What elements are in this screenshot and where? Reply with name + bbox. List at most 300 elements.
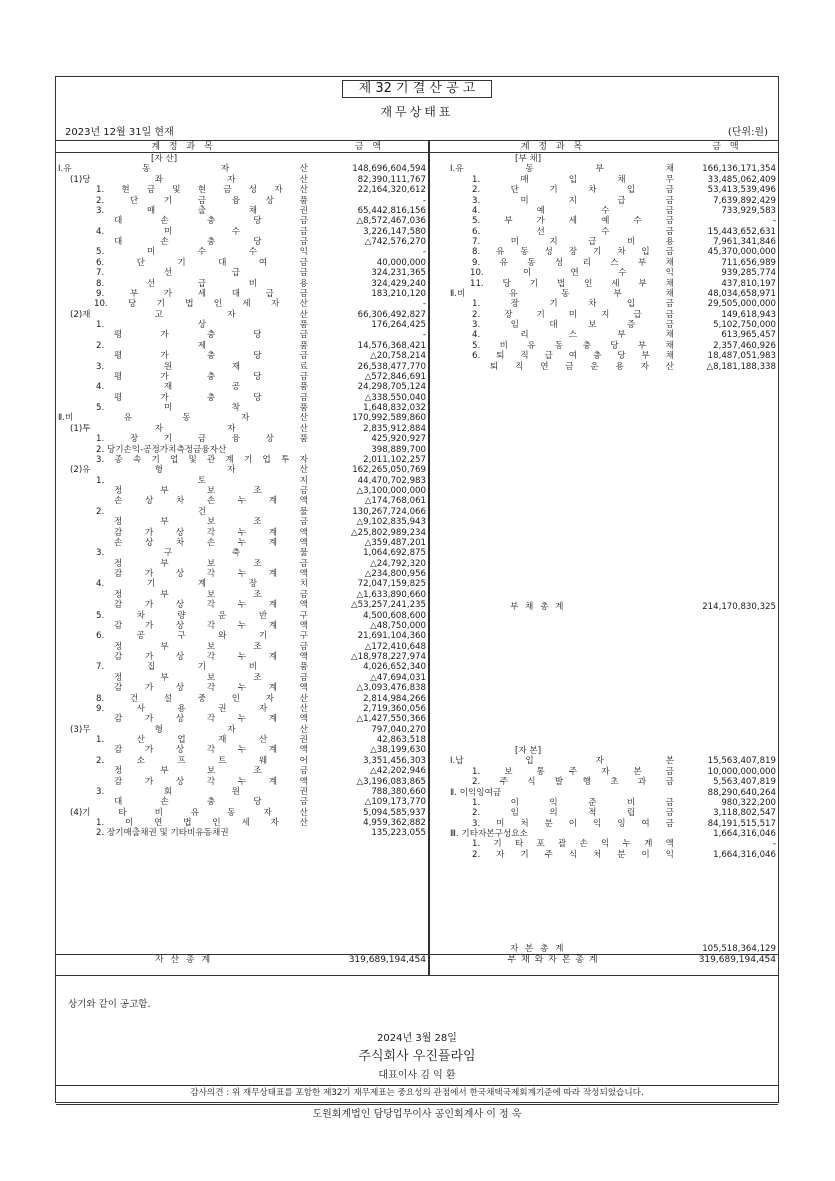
table-row — [430, 839, 778, 849]
account-label: 10. 이 연 수 익 — [470, 268, 674, 279]
table-row — [56, 175, 428, 185]
amount-value: 33,485,062,409 — [707, 174, 776, 185]
statement-title: 재무상태표 — [380, 105, 454, 119]
amount-value: △1,427,550,366 — [356, 714, 426, 725]
amount-value: 22,164,320,612 — [357, 185, 426, 196]
account-label: 8. 건 설 중 인 자 산 — [96, 693, 308, 704]
table-row — [56, 206, 428, 216]
liab-equity-total-row — [430, 954, 778, 965]
table-row — [430, 320, 778, 330]
table-row — [56, 413, 428, 423]
table-row — [430, 330, 778, 340]
account-label: 4. 예 수 금 — [472, 205, 674, 216]
amount-value: △8,572,467,036 — [356, 216, 426, 227]
account-label: 2. 임 의 적 립 금 — [472, 808, 674, 819]
amount-value: 939,285,774 — [721, 268, 776, 279]
ceo-name: 대표이사 김 익 환 — [378, 1070, 456, 1081]
amount-value: 733,929,583 — [721, 205, 776, 216]
account-label: 1. 매 입 채 무 — [472, 174, 674, 185]
account-label: 7. 집 기 비 품 — [96, 662, 308, 673]
table-row — [430, 310, 778, 320]
amount-value: 26,538,477,770 — [357, 361, 426, 372]
table-row — [56, 673, 428, 683]
table-row — [430, 258, 778, 268]
account-label: (2)유 형 자 산 — [70, 465, 308, 476]
amount-value: 29,505,000,000 — [707, 299, 776, 310]
left-header-row — [56, 141, 428, 153]
account-label: 1. 토 지 — [96, 475, 308, 486]
amount-value: - — [772, 839, 776, 850]
account-label: 2. 주 식 발 행 초 과 금 — [472, 777, 674, 788]
table-row — [430, 299, 778, 309]
table-row — [56, 268, 428, 278]
table-row — [430, 788, 778, 798]
account-label: 2. 당기손익-공정가치측정금융자산 — [96, 444, 227, 455]
amount-value: △172,410,648 — [364, 641, 426, 652]
amount-value: 437,810,197 — [721, 278, 776, 289]
account-label: 2. 단 기 금 융 상 품 — [96, 195, 308, 206]
right-account-header: 계 정 과 목 — [520, 142, 586, 152]
amount-value: 2,835,912,884 — [363, 423, 426, 434]
table-row — [56, 299, 428, 309]
amount-value: △234,800,956 — [364, 569, 426, 579]
statement-date: 2023년 12월 31일 현재 — [65, 127, 174, 138]
account-label: 감 가 상 각 누 계 액 — [114, 776, 308, 787]
amount-value: - — [422, 330, 426, 341]
amount-value: 42,863,518 — [376, 735, 426, 745]
amount-value: 166,136,171,354 — [702, 164, 776, 175]
amount-value: 4,026,652,340 — [363, 662, 426, 673]
table-row — [56, 683, 428, 693]
table-row — [56, 362, 428, 372]
account-label: 평 가 충 당 금 — [114, 330, 308, 341]
account-label: 1. 장 기 차 입 금 — [472, 299, 674, 310]
amount-value: 3,226,147,580 — [363, 226, 426, 237]
account-label: 정 부 보 조 금 — [114, 558, 308, 569]
account-label: Ⅰ.유 동 부 채 — [450, 164, 674, 175]
account-label: 감 가 상 각 누 계 액 — [114, 683, 308, 694]
account-label: 정 부 보 조 금 — [114, 589, 308, 600]
account-label: 평 가 충 당 금 — [114, 392, 308, 403]
account-label: 대 손 충 당 금 — [114, 797, 308, 808]
table-row — [430, 850, 778, 860]
account-label: 9. 유 동 성 리 스 부 채 — [472, 257, 674, 268]
amount-value: △9,102,835,943 — [356, 517, 426, 528]
account-label: 1. 기 타 포 괄 손 익 누 계 액 — [472, 839, 674, 850]
amount-value: 176,264,425 — [371, 320, 426, 330]
table-row — [56, 237, 428, 247]
liability-total-amount: 214,170,830,325 — [702, 602, 776, 612]
account-label: 4. 기 계 장 치 — [96, 579, 308, 590]
table-row — [56, 777, 428, 787]
table-row — [56, 745, 428, 755]
equity-total-label: 자 본 총 계 — [510, 944, 566, 954]
account-label: 감 가 상 각 누 계 액 — [114, 527, 308, 538]
account-label: Ⅱ.비 유 동 부 채 — [450, 288, 674, 299]
table-row — [56, 445, 428, 455]
account-label: (2)재 고 자 산 — [70, 309, 308, 320]
amount-value: 21,691,104,360 — [357, 631, 426, 642]
balance-sheet-table — [56, 140, 778, 976]
amount-value: 24,298,705,124 — [357, 382, 426, 393]
amount-value: 2,719,360,056 — [363, 703, 426, 714]
table-row — [56, 818, 428, 828]
amount-value: 324,231,365 — [371, 268, 426, 279]
table-row — [56, 289, 428, 299]
asset-rows — [56, 154, 428, 839]
table-row — [56, 341, 428, 351]
amount-value: 324,429,240 — [371, 278, 426, 289]
table-row — [430, 185, 778, 195]
amount-value: 48,034,658,971 — [707, 288, 776, 299]
account-label: 10. 당 기 법 인 세 자 산 — [94, 299, 308, 310]
table-row — [56, 393, 428, 403]
account-label: 대 손 충 당 금 — [114, 216, 308, 227]
amount-value: 3,351,456,303 — [363, 755, 426, 766]
table-row — [430, 777, 778, 787]
account-label: Ⅰ.납 입 자 본 — [450, 756, 674, 767]
account-label: 평 가 충 당 금 — [114, 351, 308, 362]
account-label: 감 가 상 각 누 계 액 — [114, 600, 308, 611]
account-label: 2. 장기매출채권 및 기타비유동채권 — [96, 828, 229, 839]
table-row — [56, 154, 428, 164]
table-row — [56, 258, 428, 268]
table-row — [56, 185, 428, 195]
account-label: 3. 미 지 급 금 — [472, 195, 674, 206]
account-label: 4. 미 수 금 — [96, 226, 308, 237]
account-label: 감 가 상 각 누 계 액 — [114, 745, 308, 756]
amount-value: △42,202,946 — [370, 766, 426, 777]
auditor-name: 도원회계법인 담당업무이사 공인회계사 이 정 욱 — [56, 1104, 778, 1124]
account-label: 2. 소 프 트 웨 어 — [96, 755, 308, 766]
equity-rows — [430, 746, 778, 860]
table-row — [56, 382, 428, 392]
table-row — [56, 486, 428, 496]
amount-value: △109,173,770 — [364, 797, 426, 808]
amount-value: 4,959,362,882 — [363, 818, 426, 828]
amount-value: 1,064,692,875 — [363, 548, 426, 559]
amount-value: 1,664,316,046 — [713, 849, 776, 860]
account-label: 3. 구 축 물 — [96, 548, 308, 559]
account-label: 3. 매 출 채 권 — [96, 205, 308, 216]
public-notice-document — [55, 76, 779, 1120]
amount-value: △359,487,201 — [364, 537, 426, 548]
account-label: 5. 차 량 운 반 구 — [96, 610, 308, 621]
account-label: 1. 장 기 금 융 상 품 — [96, 434, 308, 445]
amount-value: 53,413,539,496 — [707, 185, 776, 196]
asset-total-row — [56, 954, 428, 965]
amount-value: 15,563,407,819 — [707, 756, 776, 767]
account-label: 1. 이 연 법 인 세 자 산 — [96, 818, 308, 828]
amount-value: - — [422, 299, 426, 310]
amount-value: 7,639,892,429 — [713, 195, 776, 206]
amount-value: △338,550,040 — [364, 392, 426, 403]
right-header-row — [430, 141, 778, 153]
table-row — [430, 289, 778, 299]
table-row — [56, 455, 428, 465]
account-label: 5. 부 가 세 예 수 금 — [472, 216, 674, 227]
table-row — [430, 206, 778, 216]
account-label: 손 상 차 손 누 계 액 — [114, 537, 308, 548]
table-row — [430, 154, 778, 164]
account-label: Ⅰ.유 동 자 산 — [58, 164, 308, 175]
amount-value: 7,961,341,846 — [713, 237, 776, 247]
amount-value: 2,814,984,266 — [363, 693, 426, 704]
account-label: Ⅱ. 이익잉여금 — [450, 787, 502, 798]
account-label: 5. 비 유 동 충 당 부 채 — [472, 340, 674, 351]
table-row — [56, 652, 428, 662]
account-label: 퇴 직 연 금 운 용 자 산 — [490, 361, 674, 372]
account-label: 정 부 보 조 금 — [114, 766, 308, 777]
table-row — [56, 196, 428, 206]
account-label: 감 가 상 각 누 계 액 — [114, 652, 308, 662]
amount-value: - — [422, 247, 426, 258]
table-row — [56, 808, 428, 818]
amount-value: 130,267,724,066 — [352, 506, 426, 517]
account-label: 4. 재 공 품 — [96, 382, 308, 393]
liability-total-label: 부 채 총 계 — [510, 602, 566, 612]
currency-unit: (단위:원) — [727, 127, 768, 138]
table-row — [430, 341, 778, 351]
account-label: 1. 이 익 준 비 금 — [472, 797, 674, 808]
table-row — [56, 496, 428, 506]
account-label: 8. 선 급 비 용 — [96, 278, 308, 289]
account-label: 8. 유 동 성 장 기 차 입 금 — [472, 247, 674, 258]
account-label: 11. 당 기 법 인 세 부 채 — [470, 278, 674, 289]
amount-value: 45,370,000,000 — [707, 247, 776, 258]
table-row — [56, 600, 428, 610]
liability-total-row — [430, 602, 778, 612]
account-label: 3. 종 속 기 업 및 관 계 기 업 투 자 — [96, 454, 308, 465]
amount-value: 4,500,608,600 — [363, 610, 426, 621]
account-label: 손 상 차 손 누 계 액 — [114, 496, 308, 507]
amount-value: 14,576,368,421 — [357, 340, 426, 351]
amount-value: △25,802,989,234 — [351, 527, 426, 538]
table-row — [56, 351, 428, 361]
amount-value: △8,181,188,338 — [706, 361, 776, 372]
account-label: 9. 사 용 권 자 산 — [96, 703, 308, 714]
amount-value: 980,322,200 — [721, 797, 776, 808]
notice-statement: 상기와 같이 공고함. — [68, 999, 151, 1010]
table-row — [56, 476, 428, 486]
table-row — [56, 704, 428, 714]
amount-value: △1,633,890,660 — [356, 589, 426, 600]
asset-total-amount: 319,689,194,454 — [348, 955, 426, 965]
table-row — [430, 227, 778, 237]
table-row — [56, 725, 428, 735]
right-amount-header: 금 액 — [712, 142, 742, 152]
table-row — [56, 164, 428, 174]
account-label: 6. 공 구 와 기 구 — [96, 631, 308, 642]
amount-value: 15,443,652,631 — [707, 226, 776, 237]
left-account-header: 계 정 과 목 — [151, 142, 216, 152]
liab-equity-total-label: 부 채 와 자 본 총 계 — [507, 955, 599, 965]
amount-value: 72,047,159,825 — [357, 579, 426, 590]
amount-value: 88,290,640,264 — [707, 787, 776, 798]
amount-value: 5,102,750,000 — [713, 320, 776, 330]
account-label: 감 가 상 각 누 계 액 — [114, 569, 308, 579]
table-row — [56, 735, 428, 745]
table-row — [56, 216, 428, 226]
amount-value: 44,470,702,983 — [357, 475, 426, 486]
table-row — [56, 517, 428, 527]
table-row — [56, 465, 428, 475]
notice-date: 2024년 3월 28일 — [377, 1033, 457, 1044]
liability-rows — [430, 154, 778, 372]
amount-value: 1,648,832,032 — [363, 403, 426, 413]
amount-value: 65,442,816,156 — [357, 205, 426, 216]
account-label: 정 부 보 조 금 — [114, 486, 308, 496]
amount-value: 711,656,989 — [721, 257, 776, 268]
table-row — [430, 362, 778, 372]
table-row — [56, 662, 428, 672]
amount-value: △38,199,630 — [370, 745, 426, 756]
table-row — [56, 227, 428, 237]
amount-value: △24,792,320 — [370, 558, 426, 569]
amount-value: 149,618,943 — [721, 309, 776, 320]
amount-value: △47,694,031 — [370, 672, 426, 683]
amount-value: △48,750,000 — [370, 620, 426, 631]
account-label: 6. 선 수 금 — [472, 226, 674, 237]
table-row — [56, 611, 428, 621]
table-row — [56, 756, 428, 766]
liab-equity-total-amount: 319,689,194,454 — [698, 955, 776, 965]
table-row — [56, 507, 428, 517]
table-row — [430, 164, 778, 174]
account-label: 7. 선 급 금 — [96, 268, 308, 279]
table-row — [56, 310, 428, 320]
amount-value: △18,978,227,974 — [351, 652, 426, 662]
table-row — [56, 642, 428, 652]
account-label: (1)당 좌 자 산 — [70, 174, 308, 185]
amount-value: - — [422, 195, 426, 206]
table-row — [430, 196, 778, 206]
amount-value: △742,576,270 — [364, 237, 426, 247]
amount-value: △3,100,000,000 — [356, 486, 426, 496]
table-row — [430, 237, 778, 247]
account-label: 6. 단 기 대 여 금 — [96, 257, 308, 268]
account-label: (3)무 형 자 산 — [70, 724, 308, 735]
amount-value: 148,696,604,594 — [352, 164, 426, 175]
table-row — [56, 631, 428, 641]
account-label: [자 산] — [151, 154, 178, 164]
account-label: 2. 장 기 미 지 급 금 — [472, 309, 674, 320]
table-row — [56, 787, 428, 797]
table-row — [430, 746, 778, 756]
amount-value: △572,846,691 — [364, 371, 426, 382]
account-label: 1. 상 품 — [96, 320, 308, 330]
table-row — [430, 829, 778, 839]
table-row — [56, 279, 428, 289]
table-row — [430, 247, 778, 257]
table-row — [56, 714, 428, 724]
account-label: 7. 미 지 급 비 용 — [472, 237, 674, 247]
table-row — [430, 268, 778, 278]
table-row — [56, 330, 428, 340]
amount-value: 40,000,000 — [376, 257, 426, 268]
account-label: 정 부 보 조 금 — [114, 641, 308, 652]
account-label: [부 채] — [515, 154, 542, 164]
table-row — [56, 579, 428, 589]
amount-value: 5,563,407,819 — [713, 777, 776, 788]
amount-value: 170,992,589,860 — [352, 413, 426, 424]
company-name: 주식회사 우진플라임 — [358, 1049, 476, 1064]
amount-value: △174,768,061 — [364, 496, 426, 507]
amount-value: △3,093,476,838 — [356, 683, 426, 694]
account-label: 2. 자 기 주 식 처 분 이 익 — [472, 849, 674, 860]
amount-value: △53,257,241,235 — [351, 600, 426, 611]
left-amount-header: 금 액 — [354, 142, 385, 152]
account-label: 감 가 상 각 누 계 액 — [114, 714, 308, 725]
table-row — [56, 797, 428, 807]
account-label: 5. 미 수 수 익 — [96, 247, 308, 258]
amount-value: 2,357,460,926 — [713, 340, 776, 351]
amount-value: 425,920,927 — [371, 434, 426, 445]
account-label: (4)기 타 비 유 동 자 산 — [70, 807, 308, 818]
equity-total-row — [430, 944, 778, 954]
amount-value: △3,196,083,865 — [356, 776, 426, 787]
table-row — [56, 766, 428, 776]
table-row — [56, 247, 428, 257]
account-label: 평 가 충 당 금 — [114, 371, 308, 382]
table-row — [430, 175, 778, 185]
amount-value: 398,889,700 — [371, 444, 426, 455]
amount-value: - — [772, 216, 776, 227]
amount-value: 613,965,457 — [721, 330, 776, 341]
account-label: [자 본] — [515, 746, 542, 756]
notice-title: 제 32 기 결 산 공 고 — [342, 80, 492, 98]
amount-value: 82,390,111,767 — [357, 174, 426, 185]
table-row — [56, 548, 428, 558]
table-row — [56, 528, 428, 538]
table-row — [430, 767, 778, 777]
table-row — [56, 621, 428, 631]
amount-value: 797,040,270 — [371, 724, 426, 735]
account-label: 3. 임 대 보 증 금 — [472, 320, 674, 330]
account-label: (1)투 자 자 산 — [70, 423, 308, 434]
amount-value: 2,011,102,257 — [363, 454, 426, 465]
table-row — [56, 694, 428, 704]
account-label: 2. 단 기 차 입 금 — [472, 185, 674, 196]
amount-value: 10,000,000,000 — [707, 766, 776, 777]
table-row — [56, 434, 428, 444]
amount-value: 162,265,050,769 — [352, 465, 426, 476]
amount-value: 183,210,120 — [371, 288, 426, 299]
asset-total-label: 자 산 총 계 — [154, 955, 213, 965]
account-label: 1. 산 업 재 산 권 — [96, 735, 308, 745]
audit-opinion: 감사의견 : 위 재무상태표를 포함한 제32기 재무제표는 중요성의 관점에서 한국채택국제회계기준에 따라 작성되었습니다. — [56, 1085, 778, 1099]
table-row — [56, 372, 428, 382]
account-label: 1. 보 통 주 자 본 금 — [472, 766, 674, 777]
amount-value: 84,191,515,517 — [707, 818, 776, 829]
amount-value: 3,118,802,547 — [713, 808, 776, 819]
table-row — [56, 569, 428, 579]
equity-total-amount: 105,518,364,129 — [702, 944, 776, 954]
amount-value: 5,094,585,937 — [363, 807, 426, 818]
amount-value: △20,758,214 — [370, 351, 426, 362]
account-label: 3. 원 재 료 — [96, 361, 308, 372]
account-label: 3. 회 원 권 — [96, 786, 308, 797]
amount-value: 135,223,055 — [371, 828, 426, 839]
account-label: 2. 건 물 — [96, 506, 308, 517]
table-row — [430, 819, 778, 829]
account-label: 대 손 충 당 금 — [114, 237, 308, 247]
table-row — [56, 424, 428, 434]
account-label: 정 부 보 조 금 — [114, 672, 308, 683]
table-row — [430, 756, 778, 766]
amount-value: 66,306,492,827 — [357, 309, 426, 320]
account-label: Ⅲ. 기타자본구성요소 — [450, 829, 528, 839]
